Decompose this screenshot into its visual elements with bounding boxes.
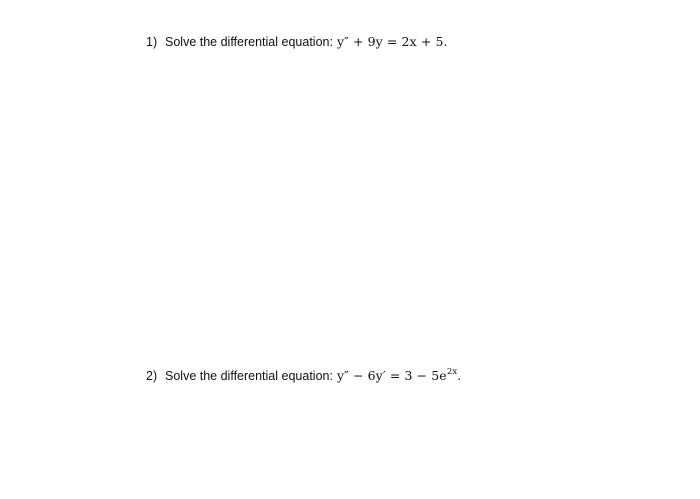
problem-prompt: Solve the differential equation:: [165, 35, 333, 49]
problem-equation: [337, 368, 461, 383]
equation-end: .: [457, 368, 462, 383]
problem-number: 1): [146, 35, 158, 49]
problem-2: [146, 368, 461, 388]
equation-base: y″ − 6y′ = 3 − 5e: [336, 368, 447, 383]
equation-exponent: 2x: [446, 367, 458, 377]
problem-prompt: Solve the differential equation:: [165, 369, 333, 383]
problem-number: 2): [146, 369, 158, 383]
problem-1: [146, 34, 448, 54]
problem-equation: y″ + 9y = 2x + 5.: [336, 34, 448, 49]
